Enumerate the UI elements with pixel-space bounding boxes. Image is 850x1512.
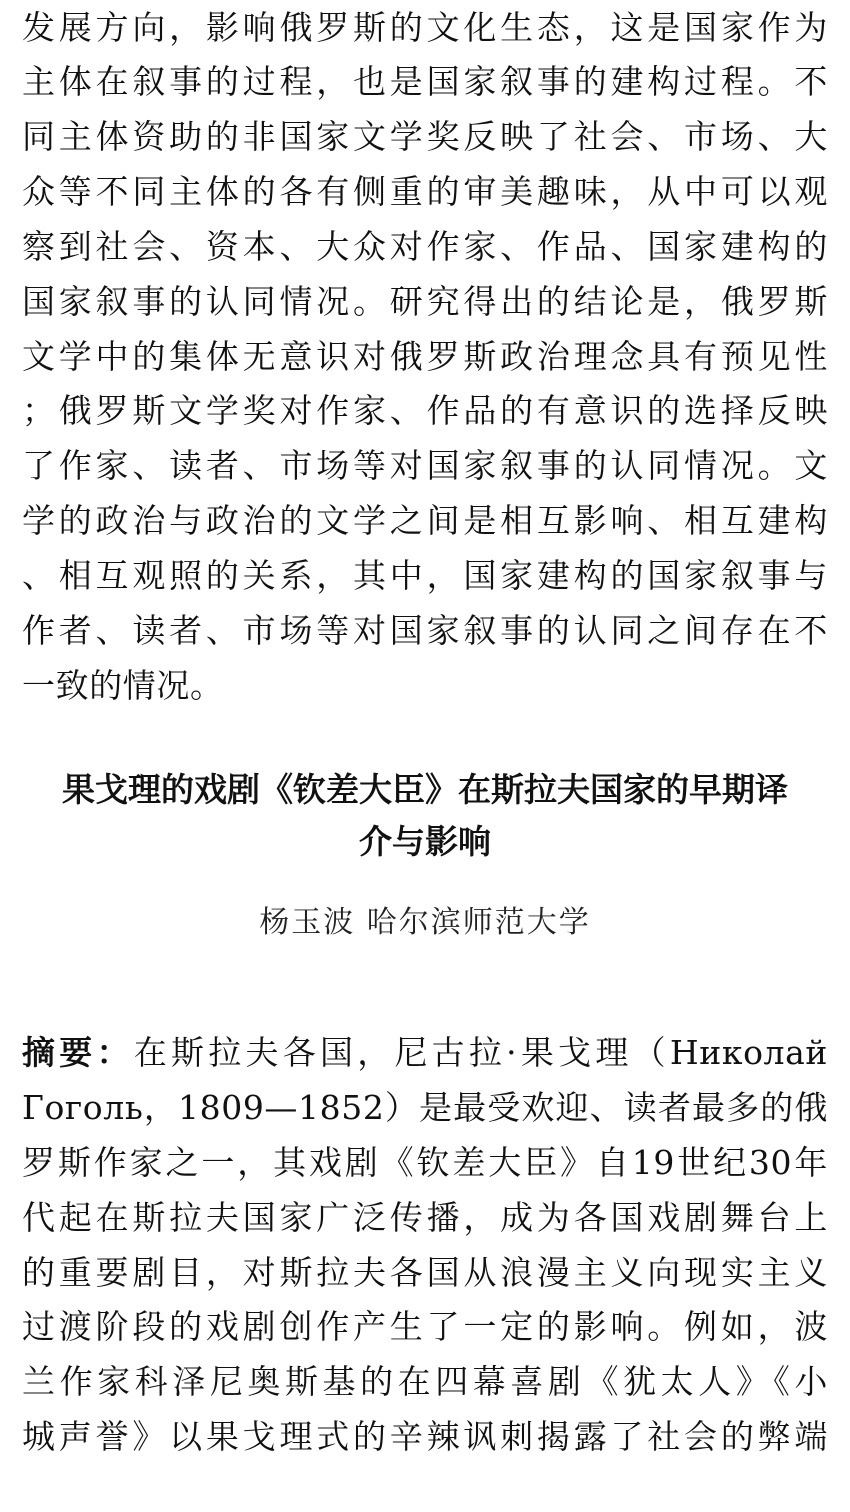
abstract-text: 在斯拉夫各国，尼古拉·果戈理（Николай	[133, 1033, 828, 1072]
body-line: 了作家、读者、市场等对国家叙事的认同情况。文	[22, 446, 828, 485]
article-title-line2: 介与影响	[359, 822, 491, 861]
abstract-line: 过渡阶段的戏剧创作产生了一定的影响。例如，波	[22, 1307, 828, 1346]
body-line: 一致的情况。	[22, 666, 224, 705]
abstract-first-line	[22, 1033, 828, 1073]
body-line: 察到社会、资本、大众对作家、作品、国家建构的	[22, 227, 828, 266]
body-line: 文学中的集体无意识对俄罗斯政治理念具有预见性	[22, 337, 828, 376]
abstract-line: 罗斯作家之一，其戏剧《钦差大臣》自19世纪30年	[22, 1143, 828, 1182]
body-line: 作者、读者、市场等对国家叙事的认同之间存在不	[22, 611, 828, 650]
body-line: 、相互观照的关系，其中，国家建构的国家叙事与	[22, 556, 828, 595]
body-line: 发展方向，影响俄罗斯的文化生态，这是国家作为	[22, 8, 828, 47]
abstract-line: Гоголь，1809—1852）是最受欢迎、读者最多的俄	[22, 1088, 828, 1127]
body-line: ；俄罗斯文学奖对作家、作品的有意识的选择反映	[22, 391, 828, 430]
body-line: 众等不同主体的各有侧重的审美趣味，从中可以观	[22, 172, 828, 211]
body-line: 主体在叙事的过程，也是国家叙事的建构过程。不	[22, 62, 828, 101]
article-title-line1: 果戈理的戏剧《钦差大臣》在斯拉夫国家的早期译	[62, 770, 788, 809]
abstract-line: 城声誉》以果戈理式的辛辣讽刺揭露了社会的弊端	[22, 1417, 828, 1456]
abstract-line: 的重要剧目，对斯拉夫各国从浪漫主义向现实主义	[22, 1253, 828, 1292]
body-line: 同主体资助的非国家文学奖反映了社会、市场、大	[22, 117, 828, 156]
body-line: 国家叙事的认同情况。研究得出的结论是，俄罗斯	[22, 282, 828, 321]
article-author: 杨玉波 哈尔滨师范大学	[259, 905, 591, 940]
abstract-label: 摘要：	[22, 1033, 134, 1072]
body-line: 学的政治与政治的文学之间是相互影响、相互建构	[22, 501, 828, 540]
abstract-line: 兰作家科泽尼奥斯基的在四幕喜剧《犹太人》《小	[22, 1362, 828, 1401]
abstract-line: 代起在斯拉夫国家广泛传播，成为各国戏剧舞台上	[22, 1198, 828, 1237]
